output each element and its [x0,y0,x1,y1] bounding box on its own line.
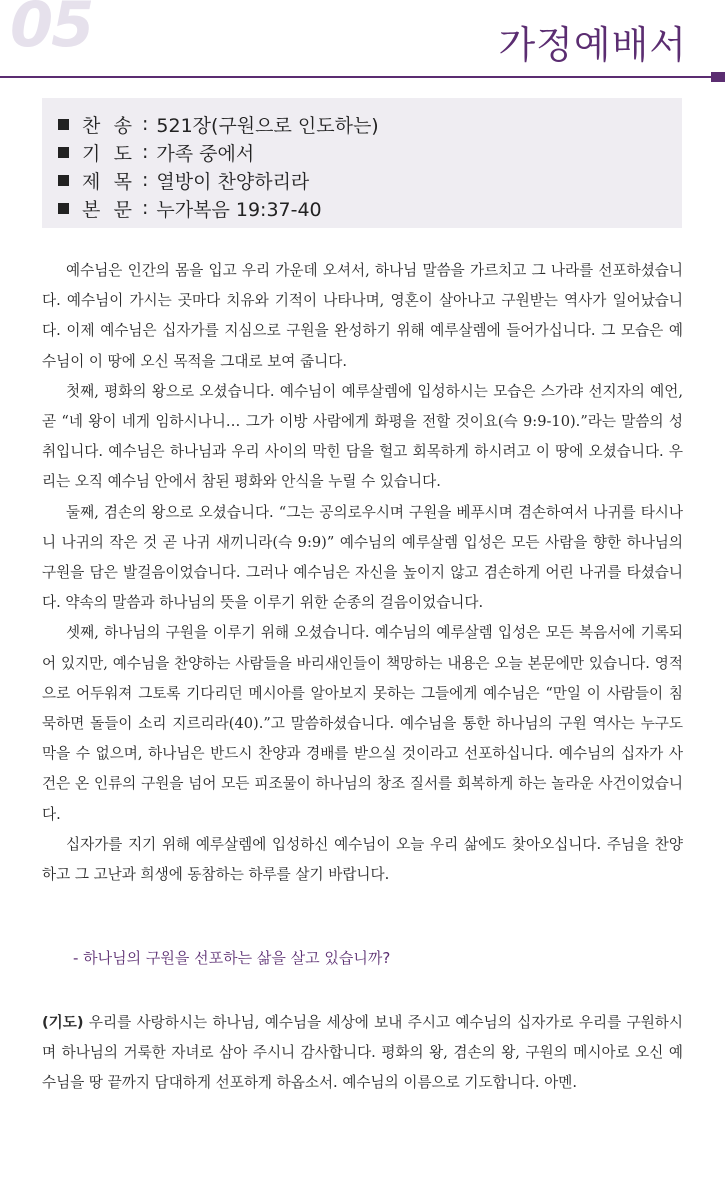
info-value: 열방이 찬양하리라 [156,170,310,193]
info-value: 가족 중에서 [156,142,255,165]
title-divider-end [711,72,725,82]
square-bullet-icon [58,147,69,158]
square-bullet-icon [58,175,69,186]
worship-info-box [42,98,682,228]
page-number: 05 [10,0,93,61]
info-label: 찬 송 [82,114,132,137]
info-label: 제 목 [82,170,132,193]
info-row-scripture: 본 문 : 누가복음 19:37-40 [58,194,682,222]
sermon-paragraph: 첫째, 평화의 왕으로 오셨습니다. 예수님이 예루살렘에 입성하시는 모습은 스가랴 선지자의 예언, 곧 “네 왕이 네게 임하시나니… 그가 이방 사람에게 화평을 전할 것이요(슥 9:9-10).”라는 말씀의 성취입니다. 예수님은 하나님과 우리 사이의 막힌 담을 헐고 회목하게 하시려고 이 땅에 오셨습니다. 우리는 오직 예수님 안에서 참된 평화와 안식을 누릴 수 있습니다. [42,382,683,491]
prayer-label: (기도) [42,1014,84,1031]
info-row-topic: 제 목 : 열방이 찬양하리라 [58,166,682,194]
prayer-text: 우리를 사랑하시는 하나님, 예수님을 세상에 보내 주시고 예수님의 십자가로 우리를 구원하시며 하나님의 거룩한 자녀로 삼아 주시니 감사합니다. 평화의 왕, 겸손의 왕, 구원의 메시아로 오신 예수님을 땅 끝까지 담대하게 선포하게 하옵소서. 예수님의 이름으로 기도합니다. 아멘. [42,1014,683,1092]
reflection-question: - 하나님의 구원을 선포하는 삶을 살고 있습니까? [73,949,391,967]
closing-prayer [42,1008,683,1099]
sermon-paragraph: 셋째, 하나님의 구원을 이루기 위해 오셨습니다. 예수님의 예루살렘 입성은 모든 복음서에 기록되어 있지만, 예수님을 찬양하는 사람들을 바리새인들이 책망하는 내용은 오늘 본문에만 있습니다. 영적으로 어두워져 그토록 기다리던 메시아를 알아보지 못하는 그들에게 예수님은 “만일 이 사람들이 침묵하면 돌들이 소리 지르리라(40).”고 말씀하셨습니다. 예수님을 통한 하나님의 구원 역사는 누구도 막을 수 없으며, 하나님은 반드시 찬양과 경배를 받으실 것이라고 선포하십니다. 예수님의 십자가 사건은 온 인류의 구원을 넘어 모든 피조물이 하나님의 창조 질서를 회복하게 하는 놀라운 사건이었습니다. [42,624,683,823]
page-title: 가정예배서 [498,23,687,67]
info-label: 본 문 [82,198,132,221]
info-label: 기 도 [82,142,132,165]
info-row-hymn: 찬 송 : 521장(구원으로 인도하는) [58,110,682,138]
sermon-paragraph: 십자가를 지기 위해 예루살렘에 입성하신 예수님이 오늘 우리 삶에도 찾아오십니다. 주님을 찬양하고 그 고난과 희생에 동참하는 하루를 살기 바랍니다. [42,835,683,884]
info-value: 521장(구원으로 인도하는) [156,114,379,137]
square-bullet-icon [58,203,69,214]
info-row-prayer: 기 도 : 가족 중에서 [58,138,682,166]
sermon-paragraph: 둘째, 겸손의 왕으로 오셨습니다. “그는 공의로우시며 구원을 베푸시며 겸손하여서 나귀를 타시나니 나귀의 작은 것 곧 나귀 새끼니라(슥 9:9)” 예수님의 예루살렘 입성은 모든 사람을 향한 하나님의 구원을 담은 발걸음이었습니다. 그러나 예수님은 자신을 높이지 않고 겸손하게 어린 나귀를 타셨습니다. 약속의 말씀과 하나님의 뜻을 이루기 위한 순종의 걸음이었습니다. [42,503,683,612]
info-value: 누가복음 19:37-40 [156,198,322,221]
title-divider [0,76,725,78]
sermon-body [42,256,683,890]
square-bullet-icon [58,119,69,130]
sermon-paragraph: 예수님은 인간의 몸을 입고 우리 가운데 오셔서, 하나님 말씀을 가르치고 그 나라를 선포하셨습니다. 예수님이 가시는 곳마다 치유와 기적이 나타나며, 영혼이 살아나고 구원받는 역사가 일어났습니다. 이제 예수님은 십자가를 지심으로 구원을 완성하기 위해 예루살렘에 들어가십니다. 그 모습은 예수님이 이 땅에 오신 목적을 그대로 보여 줍니다. [42,262,683,370]
